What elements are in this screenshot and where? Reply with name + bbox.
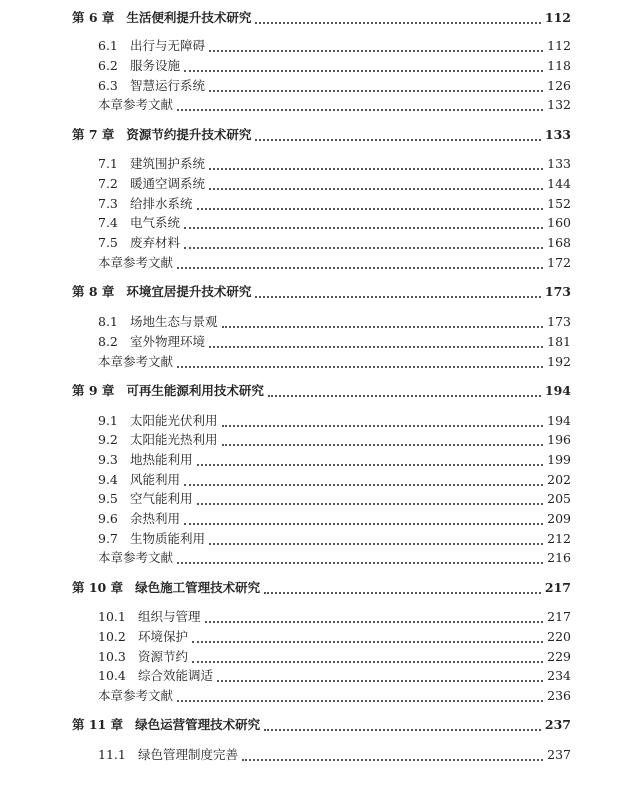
toc-entry-page: 229 bbox=[547, 649, 571, 664]
toc-entry-title: 资源节约提升技术研究 bbox=[126, 127, 252, 142]
toc-entry-number: 第 9 章 bbox=[72, 383, 115, 398]
toc-entry-page: 217 bbox=[547, 609, 571, 624]
toc-section-row[interactable] bbox=[72, 431, 571, 449]
toc-entry-title: 本章参考文献 bbox=[98, 354, 174, 369]
toc-entry-title: 绿色施工管理技术研究 bbox=[135, 580, 261, 595]
toc-entry-number: 8.2 bbox=[98, 334, 118, 349]
toc-section-row[interactable] bbox=[72, 530, 571, 548]
dot-leader bbox=[255, 138, 540, 141]
toc-entry-number: 9.6 bbox=[98, 511, 118, 526]
dot-leader bbox=[184, 69, 543, 72]
dot-leader bbox=[255, 295, 540, 298]
toc-entry-title: 废弃材料 bbox=[130, 235, 181, 250]
toc-entry-title: 可再生能源利用技术研究 bbox=[126, 383, 264, 398]
toc-entry-title: 环境宜居提升技术研究 bbox=[126, 284, 252, 299]
toc-entry-title: 场地生态与景观 bbox=[130, 314, 218, 329]
toc-entry-title: 综合效能调适 bbox=[138, 668, 214, 683]
toc-section-row[interactable] bbox=[72, 175, 571, 193]
dot-leader bbox=[197, 463, 544, 466]
toc-entry-title: 智慧运行系统 bbox=[130, 78, 206, 93]
dot-leader bbox=[184, 246, 543, 249]
toc-entry-number: 9.3 bbox=[98, 452, 118, 467]
toc-entry-page: 199 bbox=[547, 452, 571, 467]
toc-entry-page: 194 bbox=[544, 383, 571, 398]
dot-leader bbox=[177, 365, 543, 368]
dot-leader bbox=[209, 89, 543, 92]
toc-chapter-row[interactable] bbox=[72, 283, 571, 301]
toc-entry-page: 112 bbox=[544, 10, 571, 25]
toc-entry-title: 本章参考文献 bbox=[98, 550, 174, 565]
toc-section-row[interactable] bbox=[72, 490, 571, 508]
toc-chapter-row[interactable] bbox=[72, 9, 571, 27]
toc-entry-page: 172 bbox=[547, 255, 571, 270]
toc-entry-page: 133 bbox=[544, 127, 571, 142]
toc-entry-number: 第 7 章 bbox=[72, 127, 115, 142]
toc-entry-number: 9.4 bbox=[98, 472, 118, 487]
toc-entry-number: 9.7 bbox=[98, 531, 118, 546]
toc-section-row[interactable] bbox=[72, 510, 571, 528]
dot-leader bbox=[209, 167, 543, 170]
toc-entry-title: 生物质能利用 bbox=[130, 531, 206, 546]
toc-section-row[interactable] bbox=[72, 667, 571, 685]
toc-entry-page: 160 bbox=[547, 215, 571, 230]
toc-entry-number: 10.4 bbox=[98, 668, 126, 683]
toc-section-row[interactable] bbox=[72, 333, 571, 351]
dot-leader bbox=[209, 542, 543, 545]
dot-leader bbox=[255, 21, 540, 24]
toc-entry-number: 第 10 章 bbox=[72, 580, 124, 595]
toc-entry-title: 出行与无障碍 bbox=[130, 38, 206, 53]
toc-chapter-row[interactable] bbox=[72, 579, 571, 597]
toc-entry-title: 电气系统 bbox=[130, 215, 181, 230]
toc-entry-page: 112 bbox=[547, 38, 571, 53]
toc-section-row[interactable] bbox=[72, 214, 571, 232]
toc-section-row[interactable] bbox=[72, 37, 571, 55]
toc-section-row[interactable] bbox=[72, 155, 571, 173]
toc-section-row[interactable] bbox=[72, 746, 571, 764]
toc-entry-page: 133 bbox=[547, 156, 571, 171]
toc-entry-number: 10.3 bbox=[98, 649, 126, 664]
toc-entry-page: 168 bbox=[547, 235, 571, 250]
toc-entry-number: 7.5 bbox=[98, 235, 118, 250]
toc-entry-title: 太阳能光热利用 bbox=[130, 432, 218, 447]
toc-entry-number: 7.4 bbox=[98, 215, 118, 230]
dot-leader bbox=[209, 49, 543, 52]
dot-leader bbox=[264, 728, 541, 731]
dot-leader bbox=[264, 591, 541, 594]
dot-leader bbox=[192, 640, 543, 643]
dot-leader bbox=[177, 108, 543, 111]
toc-chapter-row[interactable] bbox=[72, 382, 571, 400]
toc-section-row[interactable] bbox=[72, 412, 571, 430]
toc-entry-page: 236 bbox=[547, 688, 571, 703]
dot-leader bbox=[177, 266, 543, 269]
toc-entry-page: 237 bbox=[547, 747, 571, 762]
toc-refs-row[interactable] bbox=[72, 549, 571, 567]
toc-entry-page: 202 bbox=[547, 472, 571, 487]
dot-leader bbox=[197, 502, 544, 505]
toc-entry-number: 第 11 章 bbox=[72, 717, 124, 732]
dot-leader bbox=[177, 699, 543, 702]
toc-section-row[interactable] bbox=[72, 608, 571, 626]
toc-entry-number: 10.1 bbox=[98, 609, 126, 624]
toc-entry-page: 216 bbox=[547, 550, 571, 565]
toc-entry-title: 太阳能光伏利用 bbox=[130, 413, 218, 428]
dot-leader bbox=[184, 226, 543, 229]
dot-leader bbox=[192, 660, 543, 663]
dot-leader bbox=[222, 325, 544, 328]
dot-leader bbox=[242, 758, 543, 761]
dot-leader bbox=[222, 443, 544, 446]
dot-leader bbox=[177, 561, 543, 564]
toc-entry-title: 绿色管理制度完善 bbox=[138, 747, 239, 762]
dot-leader bbox=[184, 522, 543, 525]
toc-entry-title: 空气能利用 bbox=[130, 491, 193, 506]
toc-entry-number: 6.3 bbox=[98, 78, 118, 93]
toc-entry-title: 组织与管理 bbox=[138, 609, 201, 624]
toc-entry-page: 194 bbox=[547, 413, 571, 428]
dot-leader bbox=[197, 207, 544, 210]
toc-entry-title: 建筑围护系统 bbox=[130, 156, 206, 171]
toc-entry-page: 181 bbox=[547, 334, 571, 349]
dot-leader bbox=[268, 394, 541, 397]
toc-chapter-row[interactable] bbox=[72, 716, 571, 734]
toc-entry-number: 7.2 bbox=[98, 176, 118, 191]
toc-entry-number: 6.1 bbox=[98, 38, 118, 53]
toc-entry-number: 8.1 bbox=[98, 314, 118, 329]
toc-section-row[interactable] bbox=[72, 77, 571, 95]
toc-entry-title: 室外物理环境 bbox=[130, 334, 206, 349]
toc-entry-title: 给排水系统 bbox=[130, 196, 193, 211]
toc-entry-number: 10.2 bbox=[98, 629, 126, 644]
toc-entry-title: 本章参考文献 bbox=[98, 688, 174, 703]
toc-refs-row[interactable] bbox=[72, 687, 571, 705]
toc-entry-page: 237 bbox=[544, 717, 571, 732]
toc-entry-title: 服务设施 bbox=[130, 58, 181, 73]
toc-entry-number: 7.3 bbox=[98, 196, 118, 211]
toc-section-row[interactable] bbox=[72, 195, 571, 213]
toc-entry-page: 217 bbox=[544, 580, 571, 595]
dot-leader bbox=[222, 424, 544, 427]
toc-entry-number: 9.1 bbox=[98, 413, 118, 428]
dot-leader bbox=[209, 345, 543, 348]
toc-entry-title: 暖通空调系统 bbox=[130, 176, 206, 191]
toc-refs-row[interactable] bbox=[72, 96, 571, 114]
toc-entry-page: 152 bbox=[547, 196, 571, 211]
toc-entry-title: 资源节约 bbox=[138, 649, 189, 664]
toc-entry-number: 第 8 章 bbox=[72, 284, 115, 299]
toc-section-row[interactable] bbox=[72, 234, 571, 252]
toc-entry-title: 地热能利用 bbox=[130, 452, 193, 467]
toc-entry-page: 209 bbox=[547, 511, 571, 526]
toc-entry-page: 173 bbox=[544, 284, 571, 299]
toc-section-row[interactable] bbox=[72, 628, 571, 646]
toc-entry-number: 9.2 bbox=[98, 432, 118, 447]
toc-section-row[interactable] bbox=[72, 648, 571, 666]
toc-entry-page: 212 bbox=[547, 531, 571, 546]
toc-section-row[interactable] bbox=[72, 313, 571, 331]
toc-entry-page: 144 bbox=[547, 176, 571, 191]
toc-entry-title: 绿色运营管理技术研究 bbox=[135, 717, 261, 732]
toc-entry-page: 126 bbox=[547, 78, 571, 93]
dot-leader bbox=[217, 679, 543, 682]
toc-refs-row[interactable] bbox=[72, 254, 571, 272]
toc-entry-title: 生活便利提升技术研究 bbox=[126, 10, 252, 25]
toc-entry-number: 6.2 bbox=[98, 58, 118, 73]
toc-entry-number: 9.5 bbox=[98, 491, 118, 506]
toc-section-row[interactable] bbox=[72, 57, 571, 75]
toc-entry-page: 205 bbox=[547, 491, 571, 506]
dot-leader bbox=[205, 620, 544, 623]
toc-chapter-row[interactable] bbox=[72, 126, 571, 144]
dot-leader bbox=[209, 187, 543, 190]
toc-refs-row[interactable] bbox=[72, 353, 571, 371]
toc-section-row[interactable] bbox=[72, 471, 571, 489]
toc-entry-page: 192 bbox=[547, 354, 571, 369]
toc-entry-page: 132 bbox=[547, 97, 571, 112]
toc-entry-number: 7.1 bbox=[98, 156, 118, 171]
toc-entry-page: 196 bbox=[547, 432, 571, 447]
toc-entry-title: 风能利用 bbox=[130, 472, 181, 487]
toc-entry-title: 余热利用 bbox=[130, 511, 181, 526]
dot-leader bbox=[184, 483, 543, 486]
toc-entry-number: 第 6 章 bbox=[72, 10, 115, 25]
toc-entry-number: 11.1 bbox=[98, 747, 126, 762]
toc-entry-title: 本章参考文献 bbox=[98, 255, 174, 270]
toc-entry-page: 173 bbox=[547, 314, 571, 329]
toc-entry-page: 118 bbox=[547, 58, 571, 73]
toc-entry-title: 本章参考文献 bbox=[98, 97, 174, 112]
toc-entry-page: 220 bbox=[547, 629, 571, 644]
toc-entry-title: 环境保护 bbox=[138, 629, 189, 644]
toc-section-row[interactable] bbox=[72, 451, 571, 469]
toc-entry-page: 234 bbox=[547, 668, 571, 683]
